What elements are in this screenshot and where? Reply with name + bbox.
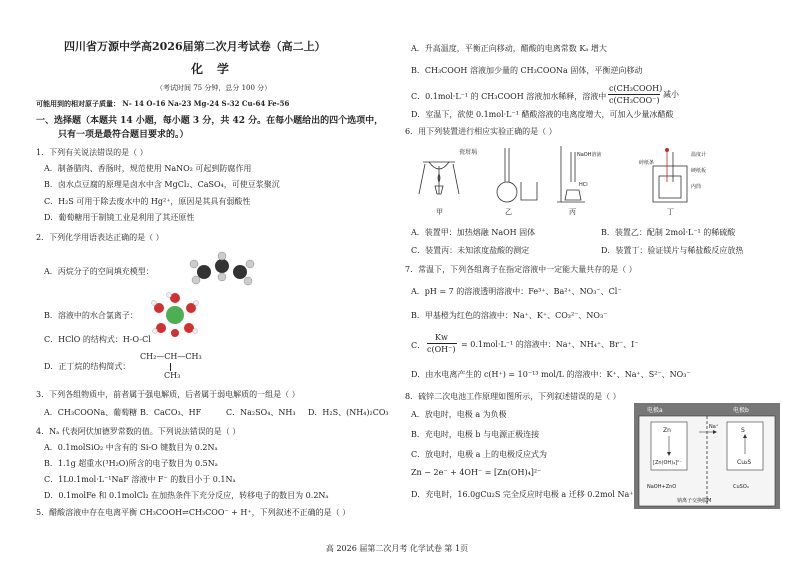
q8-option-b: B．充电时，电极 b 与电源正极连接	[411, 430, 540, 439]
q2-option-a: A．丙烷分子的空间填充模型：	[44, 267, 154, 276]
q5-option-b: B．CH₃COOH 溶液加少量的 CH₃COONa 固体，平衡逆向移动	[411, 66, 643, 75]
q4-option-a: A．0.1molSiO₂ 中含有的 Si-O 键数目为 0.2Nₐ	[44, 443, 218, 452]
q7-option-b: B．甲基橙为红色的溶液中：Na⁺、K⁺、CO₃²⁻、NO₃⁻	[411, 311, 608, 320]
label-electrode-a: 电极a	[647, 407, 663, 414]
q6-option-c: C．装置丙：未知浓度盐酸的测定	[411, 246, 530, 255]
label-s: S	[741, 427, 745, 434]
q7-option-c-suffix: = 0.1mol·L⁻¹ 的溶液中：Na⁺、NH₄⁺、Br⁻、I⁻	[461, 340, 639, 349]
q7-option-c-prefix: C．	[411, 341, 426, 350]
label-zn: Zn	[663, 427, 671, 434]
atomic-masses: 可能用到的相对原子质量： N- 14 O-16 Na-23 Mg-24 S-32 Cu-64 Fe-56	[36, 99, 290, 108]
q1-option-b: B．卤水点豆腐的原理是卤水中含 MgCl₂、CaSO₄，可使豆浆聚沉	[44, 180, 280, 189]
q4-option-c: C．1L0.1mol·L⁻¹NaF 溶液中 F⁻ 的数目小于 0.1Nₐ	[44, 475, 236, 484]
exam-title: 四川省万源中学高2026届第二次月考试卷（高二上）	[64, 40, 326, 53]
q7-stem: 7．常温下，下列各组离子在指定溶液中一定能大量共存的是（ ）	[405, 265, 637, 274]
q8-option-d: D．充电时，16.0gCu₂S 完全反应时电极 a 迁移 0.2mol Na⁺	[411, 490, 634, 499]
q6-option-b: B．装置乙：配制 2mol·L⁻¹ 的稀硫酸	[601, 228, 736, 237]
q1-option-a: A．制备腊肉、香肠时，规范使用 NaNO₂ 可起到防腐作用	[44, 164, 252, 173]
q6-option-d: D．装置丁：验证镁片与稀盐酸反应放热	[601, 246, 744, 255]
label-left-solution: NaOH+ZnO	[647, 484, 677, 490]
fraction-bar	[427, 343, 457, 344]
q2-option-b: B．溶液中的水合氯离子：	[44, 311, 138, 320]
q8-option-a: A．放电时，电极 a 为负极	[411, 410, 507, 419]
exam-info: （考试时间 75 分钟，总分 100 分）	[156, 84, 272, 92]
fig-label-yi: 乙	[505, 208, 512, 216]
page-footer: 高 2026 届第二次月考 化学试卷 第 1页	[325, 544, 469, 553]
q8-stem: 8．硫锌二次电池工作原理如图所示，下列叙述错误的是（ ）	[405, 392, 621, 401]
label-zincate: [Zn(OH)₄]²⁻	[653, 460, 682, 466]
q2-option-d: D．正丁烷的结构简式：	[44, 362, 131, 371]
subject-title: 化学	[191, 62, 244, 76]
hydrated-chloride-image	[151, 292, 199, 338]
q7-c-numerator: Kw	[435, 333, 448, 342]
q1-option-c: C．H₂S 可用于除去废水中的 Hg²⁺，原因是其具有弱酸性	[44, 197, 251, 206]
fig-label-bing: 丙	[569, 208, 576, 216]
q2-stem: 2．下列化学用语表达正确的是（ ）	[36, 233, 164, 242]
q1-option-d: D．葡萄糖用于制镜工业是利用了其还原性	[44, 213, 195, 222]
battery-diagram	[633, 402, 781, 510]
q5-option-a: A．升高温度，平衡正向移动，醋酸的电离常数 Kₐ 增大	[411, 44, 607, 53]
q4-option-d: D．0.1molFe 和 0.1molCl₂ 在加热条件下充分反应，转移电子的数目为 0.2Nₐ	[44, 491, 329, 500]
q8-option-c-equation: Zn − 2e⁻ + 4OH⁻ = [Zn(OH)₄]²⁻	[411, 468, 542, 477]
q3-option-a: A．CH₃COONa、葡萄糖	[44, 408, 138, 417]
q3-option-b: B．CaCO₃、HF	[140, 408, 202, 417]
formula-bond	[170, 363, 171, 371]
fig-label-board: 硬纸板	[691, 168, 707, 174]
section-heading-2: 只有一项是最符合题目要求的。）	[58, 130, 189, 140]
q7-c-denominator: c(OH⁻)	[427, 345, 456, 354]
q3-option-c: C．Na₂SO₄、NH₃	[226, 408, 296, 417]
fraction-bar	[608, 94, 660, 95]
q6-stem: 6．用下列装置进行相应实验正确的是（ ）	[405, 127, 557, 136]
fig-label-inner: 内筒	[691, 184, 702, 190]
fig-label-paper: 碎纸条	[639, 160, 655, 166]
fig-label-ding: 丁	[667, 208, 674, 216]
q4-stem: 4．Nₐ 代表阿伏加德罗常数的值。下列说法错误的是（ ）	[36, 427, 241, 436]
q8-option-c: C．放电时，电极 a 上的电极反应式为	[411, 450, 547, 459]
label-right-solution: CuSO₄	[733, 484, 749, 490]
q2-option-c: C．HClO 的结构式：H-O-Cl	[44, 335, 151, 344]
q5-stem: 5．醋酸溶液中存在电离平衡 CH₃COOH⇌CH₃COO⁻ + H⁺，下列叙述不正确的是（ ）	[36, 508, 351, 517]
fig-label-crucible: 瓷坩埚	[459, 149, 478, 156]
fig-label-jia: 甲	[436, 208, 443, 216]
q5-c-numerator: c(CH₃COOH)	[609, 84, 663, 93]
q5-c-denominator: c(CH₃COO⁻)	[609, 96, 660, 105]
section-heading: 一、选择题（本题共 14 小题，每小题 3 分，共 42 分。在每小题给出的四个选项中，	[36, 116, 384, 126]
label-cu2s: Cu₂S	[737, 459, 752, 466]
q5-option-c-suffix: 减小	[663, 90, 679, 99]
propane-model-image	[186, 250, 256, 290]
label-electrode-b: 电极b	[733, 407, 749, 414]
q3-option-d: D．H₂S、(NH₄)₂CO₃	[308, 408, 389, 417]
fig-label-naoh: NaOH溶液	[577, 152, 602, 158]
q2-d-formula-main: CH₂—CH—CH₃	[140, 352, 202, 361]
q6-apparatus-figure	[409, 142, 781, 220]
q7-option-d: D．由水电离产生的 c(H⁺) = 10⁻¹³ mol/L 的溶液中：K⁺、Na⁺、S²⁻、NO₃⁻	[411, 370, 691, 379]
q6-option-a: A．装置甲：加热熔融 NaOH 固体	[411, 228, 536, 237]
q2-d-formula-branch: CH₃	[164, 371, 181, 380]
label-na-ion: Na⁺	[709, 424, 719, 430]
label-membrane: 钠离子交换膜M	[677, 498, 712, 504]
q4-option-b: B．1.1g 超重水(³H₂O)所含的电子数目为 0.5Nₐ	[44, 459, 218, 468]
q5-option-d: D．室温下，欲使 0.1mol·L⁻¹ 醋酸溶液的电离度增大，可加入少量冰醋酸	[411, 110, 674, 119]
q3-stem: 3．下列各组物质中，前者属于强电解质，后者属于弱电解质的一组是（ ）	[36, 390, 300, 399]
fig-label-thermometer: 温度计	[691, 152, 707, 158]
fig-label-hcl: HCl	[579, 182, 588, 188]
q1-stem: 1．下列有关说法错误的是（ ）	[36, 148, 148, 157]
q7-option-a: A．pH = 7 的溶液透明溶液中：Fe³⁺、Ba²⁺、NO₃⁻、Cl⁻	[411, 287, 622, 296]
q5-option-c-prefix: C．0.1mol·L⁻¹ 的 CH₃COOH 溶液加水稀释，溶液中	[411, 92, 607, 101]
